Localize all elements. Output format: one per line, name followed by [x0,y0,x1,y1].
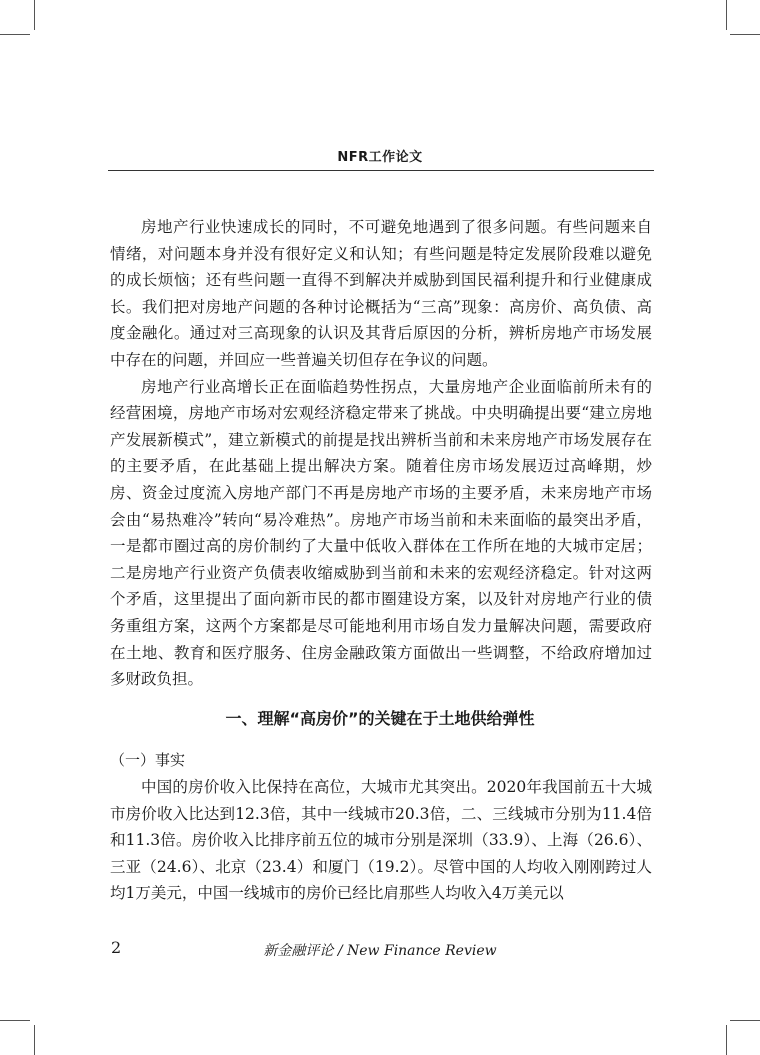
paragraph: 房地产行业快速成长的同时，不可避免地遇到了很多问题。有些问题来自情绪，对问题本身并没有很好定义和认知；有些问题是特定发展阶段难以避免的成长烦恼；还有些问题一直得不到解决并威胁到国民福利提升和行业健康成长。我们把对房地产问题的各种讨论概括为“三高”现象：高房价、高负债、高度金融化。通过对三高现象的认识及其背后原因的分析，辨析房地产市场发展中存在的问题，并回应一些普遍关切但存在争议的问题。 [110,218,652,369]
crop-mark [0,34,30,35]
crop-mark [34,1025,35,1055]
crop-mark [730,34,760,35]
subsection-heading: （一）事实 [110,751,186,769]
paragraph: 房地产行业高增长正在面临趋势性拐点，大量房地产企业面临前所未有的经营困境，房地产市场对宏观经济稳定带来了挑战。中央明确提出要“建立房地产发展新模式”，建立新模式的前提是找出辨析当前和未来房地产市场发展存在的主要矛盾，在此基础上提出解决方案。随着住房市场发展迈过高峰期，炒房、资金过度流入房地产部门不再是房地产市场的主要矛盾，未来房地产市场会由“易热难冷”转向“易冷难热”。房地产市场当前和未来面临的最突出矛盾，一是都市圈过高的房价制约了大量中低收入群体在工作所在地的大城市定居；二是房地产行业资产负债表收缩威胁到当前和未来的宏观经济稳定。针对这两个矛盾，这里提出了面向新市民的都市圈建设方案，以及针对房地产行业的债务重组方案，这两个方案都是尽可能地利用市场自发力量解决问题，需要政府在土地、教育和医疗服务、住房金融政策方面做出一些调整，不给政府增加过多财政负担。 [110,377,652,689]
crop-mark [726,1025,727,1055]
intro-text [110,214,652,693]
paragraph: 中国的房价收入比保持在高位，大城市尤其突出。2020年我国前五十大城市房价收入比达到12.3倍，其中一线城市20.3倍，二、三线城市分别为11.4倍和11.3倍。房价收入比排序前五位的城市分别是深圳（33.9）、上海（26.6）、三亚（24.6）、北京（23.4）和厦门（19.2）。尽管中国的人均收入刚刚跨过人均1万美元，中国一线城市的房价已经比肩那些人均收入4万美元以 [110,778,652,903]
crop-mark [0,1020,30,1021]
section-text [110,774,652,907]
crop-mark [730,1020,760,1021]
header-rule [108,170,654,171]
crop-mark [726,0,727,30]
crop-mark [34,0,35,30]
page-number: 2 [111,938,122,957]
section-heading: 一、理解“高房价”的关键在于土地供给弹性 [225,709,535,728]
journal-title: 新金融评论 / New Finance Review [263,943,497,959]
running-header: NFR工作论文 [337,150,423,165]
